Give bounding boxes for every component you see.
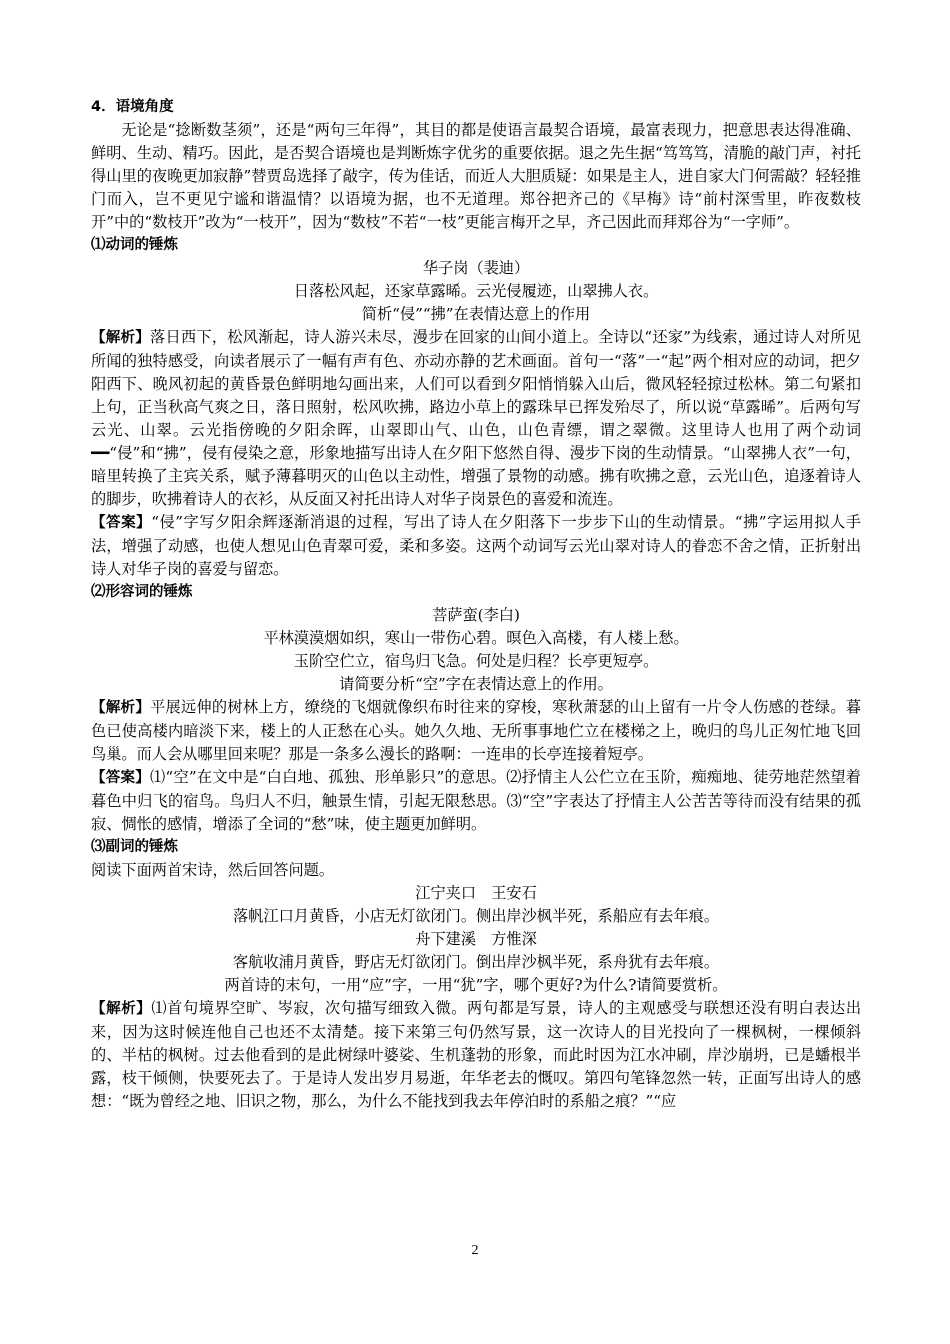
poem-line: 平林漠漠烟如织，寒山一带伤心碧。暝色入高楼，有人楼上愁。 bbox=[263, 629, 689, 647]
answer-paragraph bbox=[91, 511, 861, 581]
poem-line: 落帆江口月黄昏，小店无灯欲闭门。侧出岸沙枫半死，系船应有去年痕。 bbox=[233, 907, 719, 925]
answer-paragraph bbox=[91, 766, 861, 836]
poem-title: 菩萨蛮(李白) bbox=[432, 606, 520, 624]
section-heading: 4．语境角度 bbox=[91, 99, 174, 115]
answer-label: 【答案】 bbox=[91, 515, 152, 531]
poem-line: 客航收浦月黄昏，野店无灯欲闭门。倒出岸沙枫半死，系舟犹有去年痕。 bbox=[233, 953, 719, 971]
question: 两首诗的末句，一用“应”字，一用“犹”字，哪个更好?为什么?请简要赏析。 bbox=[224, 976, 728, 994]
page-number: 2 bbox=[471, 1243, 479, 1258]
poem-line: 日落松风起，还家草露晞。云光侵履迹，山翠拂人衣。 bbox=[293, 282, 659, 300]
analysis-paragraph bbox=[91, 326, 861, 511]
question: 请简要分析“空”字在表情达意上的作用。 bbox=[339, 675, 613, 693]
answer-text: “侵”字写夕阳余辉逐渐消退的过程，写出了诗人在夕阳落下一步步下山的生动情景。“拂”字运用拟人手法，增强了动感，也使人想见山色青翠可爱，柔和多姿。这两个动词写云光山翠对诗人的眷恋不舍之情，正折射出诗人对华子岗的喜爱与留恋。 bbox=[91, 513, 861, 578]
analysis-text: 落日西下，松风渐起，诗人游兴未尽，漫步在回家的山间小道上。全诗以“还家”为线索，通过诗人对所见所闻的独特感受，向读者展示了一幅有声有色、亦动亦静的艺术画面。首句一“落”一“起”两个相对应的动词，把夕阳西下、晚风初起的黄昏景色鲜明地勾画出来，人们可以看到夕阳悄悄躲入山后，微风轻轻掠过松林。第二句紧扣上句，正当秋高气爽之日，落日照射，松风吹拂，路边小草上的露珠早已挥发殆尽了，所以说“草露晞”。后两句写云光、山翠。云光指傍晚的夕阳余晖，山翠即山气、山色，山色青缥，谓之翠微。这里诗人也用了两个动词━━“侵”和“拂”，侵有侵染之意，形象地描写出诗人在夕阳下悠然自得、漫步下岗的生动情景。“山翠拂人衣”一句，暗里转换了主宾关系，赋予薄暮明灭的山色以主动性，增强了景物的动感。拂有吹拂之意，云光山色，追逐着诗人的脚步，吹拂着诗人的衣衫，从反面又衬托出诗人对华子岗景色的喜爱和流连。 bbox=[91, 328, 862, 508]
poem-title: 华子岗（裴迪） bbox=[422, 259, 530, 277]
analysis-label: 【解析】 bbox=[91, 700, 151, 716]
analysis-paragraph bbox=[91, 696, 861, 766]
document-page bbox=[91, 96, 861, 1113]
analysis-paragraph bbox=[91, 997, 861, 1113]
subsection-heading-verb: ⑴动词的锤炼 bbox=[91, 237, 178, 253]
instruction: 阅读下面两首宋诗，然后回答问题。 bbox=[91, 861, 334, 879]
analysis-text: ⑴首句境界空旷、岑寂，次句描写细致入微。两句都是写景，诗人的主观感受与联想还没有明白表达出来，因为这时候连他自己也还不太清楚。接下来第三句仍然写景，这一次诗人的目光投向了一棵枫树，一棵倾斜的、半枯的枫树。过去他看到的是此树绿叶婆娑、生机蓬勃的形象，而此时因为江水冲刷，岸沙崩坍，已是蟠根半露，枝干倾侧，快要死去了。于是诗人发出岁月易逝，年华老去的慨叹。第四句笔锋忽然一转，正面写出诗人的感想：“既为曾经之地、旧识之物，那么，为什么不能找到我去年停泊时的系船之痕？”“应 bbox=[91, 999, 862, 1110]
subsection-heading-adjective: ⑵形容词的锤炼 bbox=[91, 584, 193, 600]
intro-paragraph: 无论是“捻断数茎须”，还是“两句三年得”，其目的都是使语言最契合语境，最富表现力，把意思表达得准确、鲜明、生动、精巧。因此，是否契合语境也是判断炼字优劣的重要依据。退之先生据“笃笃笃，清脆的敲门声，衬托得山里的夜晚更加寂静”替贾岛选择了敲字，传为佳话，而近人大胆质疑：如果是主人，进自家大门何需敲？轻轻推门而入，岂不更见宁谧和谐温情？以语境为据，也不无道理。郑谷把齐己的《早梅》诗“前村深雪里，昨夜数枝开”中的“数枝开”改为“一枝开”，因为“数枝”不若“一枝”更能言梅开之早，齐己因此而拜郑谷为“一字师”。 bbox=[91, 121, 861, 231]
analysis-label: 【解析】 bbox=[91, 330, 151, 346]
question: 简析“侵”“拂”在表情达意上的作用 bbox=[361, 305, 591, 323]
analysis-text: 平展远伸的树林上方，缭绕的飞烟就像织布时往来的穿梭，寒秋萧瑟的山上留有一片令人伤感的苍绿。暮色已使高楼内暗淡下来，楼上的人正愁在心头。她久久地、无所事事地伫立在楼梯之上，晚归的鸟儿正匆忙地飞回鸟巢。而人会从哪里回来呢？那是一条多么漫长的路啊：一连串的长亭连接着短亭。 bbox=[91, 698, 862, 763]
poem-title: 舟下建溪 方惟深 bbox=[415, 930, 537, 948]
analysis-label: 【解析】 bbox=[91, 1001, 152, 1017]
poem-line: 玉阶空伫立，宿鸟归飞急。何处是归程？长亭更短亭。 bbox=[293, 652, 659, 670]
answer-text: ⑴“空”在文中是“白白地、孤独、形单影只”的意思。⑵抒情主人公伫立在玉阶，痴痴地、徒劳地茫然望着暮色中归飞的宿鸟。鸟归人不归，触景生情，引起无限愁思。⑶“空”字表达了抒情主人公苦苦等待而没有结果的孤寂、惆怅的感情，增添了全词的“愁”味，使主题更加鲜明。 bbox=[91, 768, 861, 833]
poem-title: 江宁夹口 王安石 bbox=[415, 884, 537, 902]
subsection-heading-adverb: ⑶副词的锤炼 bbox=[91, 839, 178, 855]
answer-label: 【答案】 bbox=[91, 770, 150, 786]
